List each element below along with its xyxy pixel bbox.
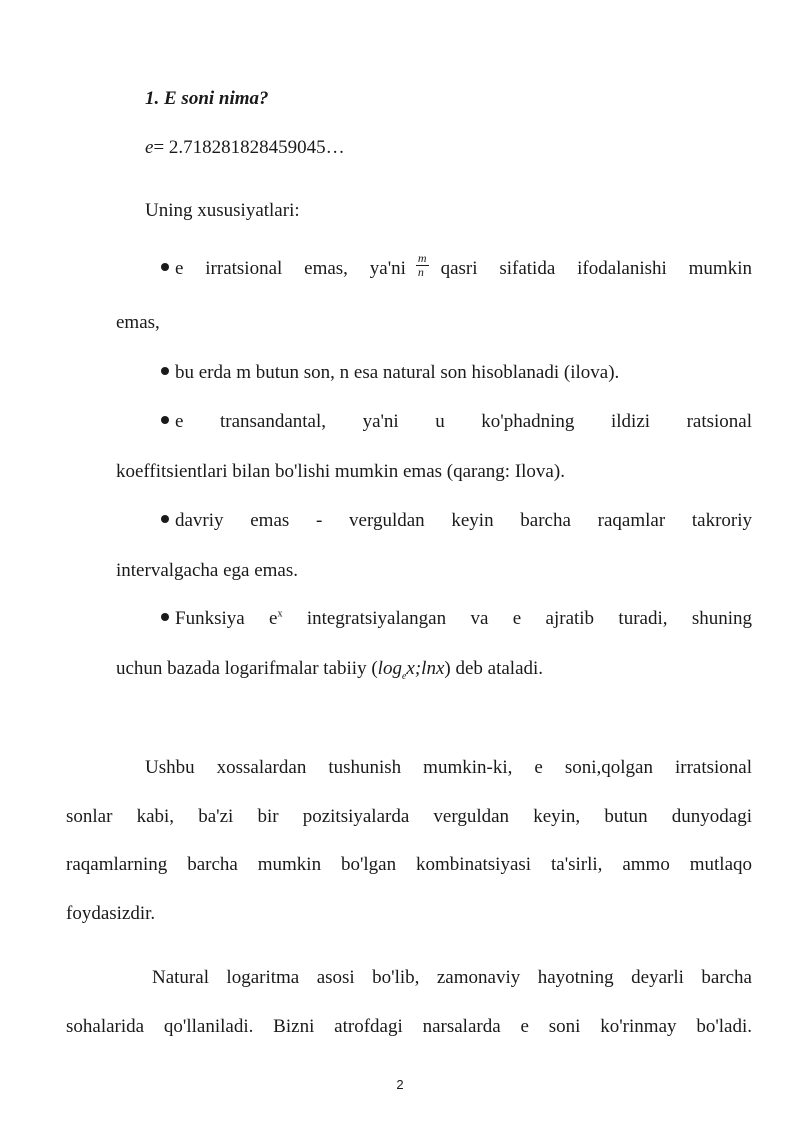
bullet-dot-icon xyxy=(161,613,169,621)
bullet-item xyxy=(116,496,752,596)
e-value-line xyxy=(145,137,345,159)
bullet-item xyxy=(116,348,752,398)
bullet-dot-icon xyxy=(161,515,169,523)
bullet-item xyxy=(116,397,752,497)
bullet-item xyxy=(116,244,752,348)
page-number: 2 xyxy=(396,1077,404,1092)
bullet-line: bu erda m butun son, n esa natural son hisoblanadi (ilova). xyxy=(116,348,752,398)
bullet-continuation: intervalgacha ega emas. xyxy=(116,560,298,581)
e-symbol: e xyxy=(145,137,154,158)
bullet-dot-icon xyxy=(161,367,169,375)
bullet-continuation: emas, xyxy=(116,312,160,333)
bullet-continuation: koeffitsientlari bilan bo'lishi mumkin emas (qarang: Ilova). xyxy=(116,461,565,482)
section-heading: 1. E soni nima? xyxy=(145,88,269,109)
body-paragraph: Ushbu xossalardan tushunish mumkin-ki, e soni,qolgan irratsional sonlar kabi, ba'zi bir pozitsiyalarda verguldan keyin, butun dunyodagi raqamlarning barcha mumkin bo'lgan kombinatsiyasi ta'sirli, ammo mutlaqo foydasizdir. xyxy=(66,757,752,924)
bullet-line: e transandantal, ya'ni u ko'phadning ildizi ratsional xyxy=(116,397,752,447)
properties-title: Uning xususiyatlari: xyxy=(145,200,300,221)
bullet-line: davriy emas - verguldan keyin barcha raqamlar takroriy xyxy=(116,496,752,546)
e-value-digits: = 2.718281828459045… xyxy=(153,137,345,158)
bullet-dot-icon xyxy=(161,416,169,424)
bullet-item xyxy=(116,594,752,694)
body-paragraph: Natural logaritma asosi bo'lib, zamonaviy hayotning deyarli barcha sohalarida qo'llaniladi. Bizni atrofdagi narsalarda e soni ko'rinmay bo'ladi. xyxy=(66,967,752,1037)
bullet-line: Funksiya $e^x$ integratsiyalangan va e ajratib turadi, shuning xyxy=(116,594,752,644)
bullet-line: e irratsional emas, ya'ni $\frac{m}{n}$ qasri sifatida ifodalanishi mumkin xyxy=(116,244,752,294)
fraction: $\frac{m}{n}$ xyxy=(417,251,427,280)
bullet-continuation: uchun bazada logarifmalar tabiiy $(\log_ex;\ln x)$ deb ataladi. xyxy=(116,658,544,682)
bullet-dot-icon xyxy=(161,263,169,271)
